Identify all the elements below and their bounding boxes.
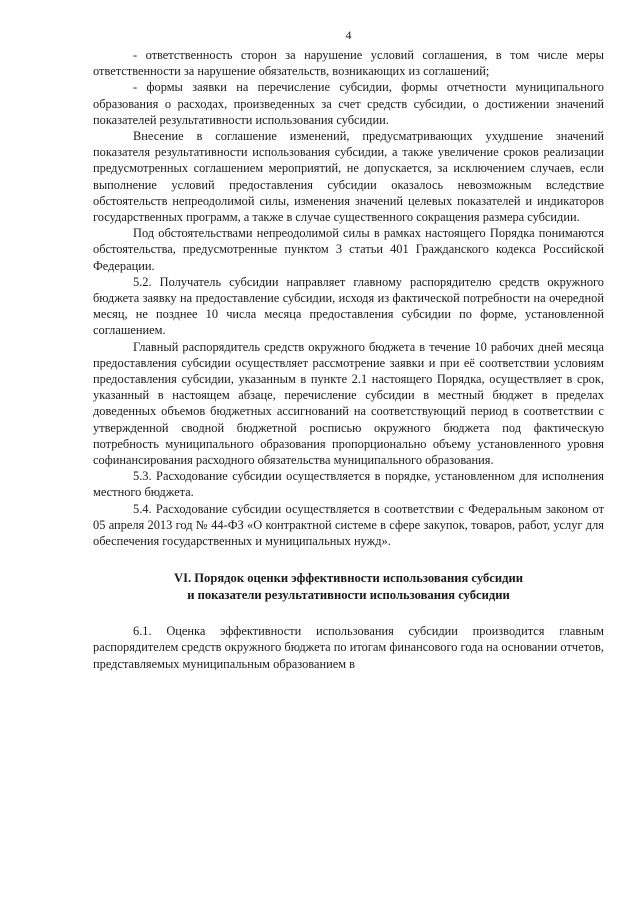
paragraph-forms: - формы заявки на перечисление субсидии, формы отчетности муниципального образования о расходах, произведенных за счет средств субсидии, о достижении значений показателей результативности использования субсидии. — [93, 80, 604, 127]
section-heading — [93, 570, 604, 603]
paragraph-agreement-changes: Внесение в соглашение изменений, предусматривающих ухудшение значений показателя результативности использования субсидии, а также увеличение сроков реализации предусмотренных соглашением мероприятий, не допускается, за исключением случаев, если выполнение условий предоставления субсидии оказалось невозможным вследствие обстоятельств непреодолимой силы, изменения значений целевых показателей и индикаторов государственных программ, а также в случае существенного сокращения размера субсидии. — [93, 129, 604, 225]
page-number: 4 — [345, 28, 352, 42]
paragraph-force-majeure: Под обстоятельствами непреодолимой силы в рамках настоящего Порядка понимаются обстоятельства, предусмотренные пунктом 3 статьи 401 Гражданского кодекса Российской Федерации. — [93, 226, 604, 273]
paragraph-5-2: 5.2. Получатель субсидии направляет главному распорядителю средств окружного бюджета заявку на предоставление субсидии, исходя из фактической потребности на очередной месяц, не позднее 10 числа месяца предоставления субсидии по форме, установленной соглашением. — [93, 274, 604, 338]
paragraph-5-3: 5.3. Расходование субсидии осуществляется в порядке, установленном для исполнения местного бюджета. — [93, 469, 604, 500]
section-heading-line-2: и показатели результативности использования субсидии — [187, 587, 510, 602]
paragraph-liability: - ответственность сторон за нарушение условий соглашения, в том числе меры ответственности за нарушение обязательств, возникающих из соглашений; — [93, 48, 604, 79]
paragraph-5-4: 5.4. Расходование субсидии осуществляется в соответствии с Федеральным законом от 05 апреля 2013 год № 44-ФЗ «О контрактной системе в сфере закупок, товаров, работ, услуг для обеспечения государственных и муниципальных нужд». — [93, 501, 604, 549]
paragraph-6-1: 6.1. Оценка эффективности использования субсидии производится главным распорядителем средств окружного бюджета по итогам финансового года на основании отчетов, представляемых муниципальным образованием в — [93, 624, 604, 671]
paragraph-main-administrator: Главный распорядитель средств окружного бюджета в течение 10 рабочих дней месяца предоставления субсидии осуществляет рассмотрение заявки и при её соответствии условиям предоставления субсидии, указанным в пункте 2.1 настоящего Порядка, осуществляет в срок, указанный в настоящем абзаце, перечисление субсидии в местный бюджет в пределах доведенных объемов бюджетных ассигнований на соответствующий период в соответствии с утвержденной сводной бюджетной росписью окружного бюджета под фактическую потребность муниципального образования пропорционально объему установленного уровня софинансирования расходного обязательства муниципального образования. — [93, 339, 604, 468]
section-heading-line-1: VI. Порядок оценки эффективности использования субсидии — [173, 571, 524, 586]
